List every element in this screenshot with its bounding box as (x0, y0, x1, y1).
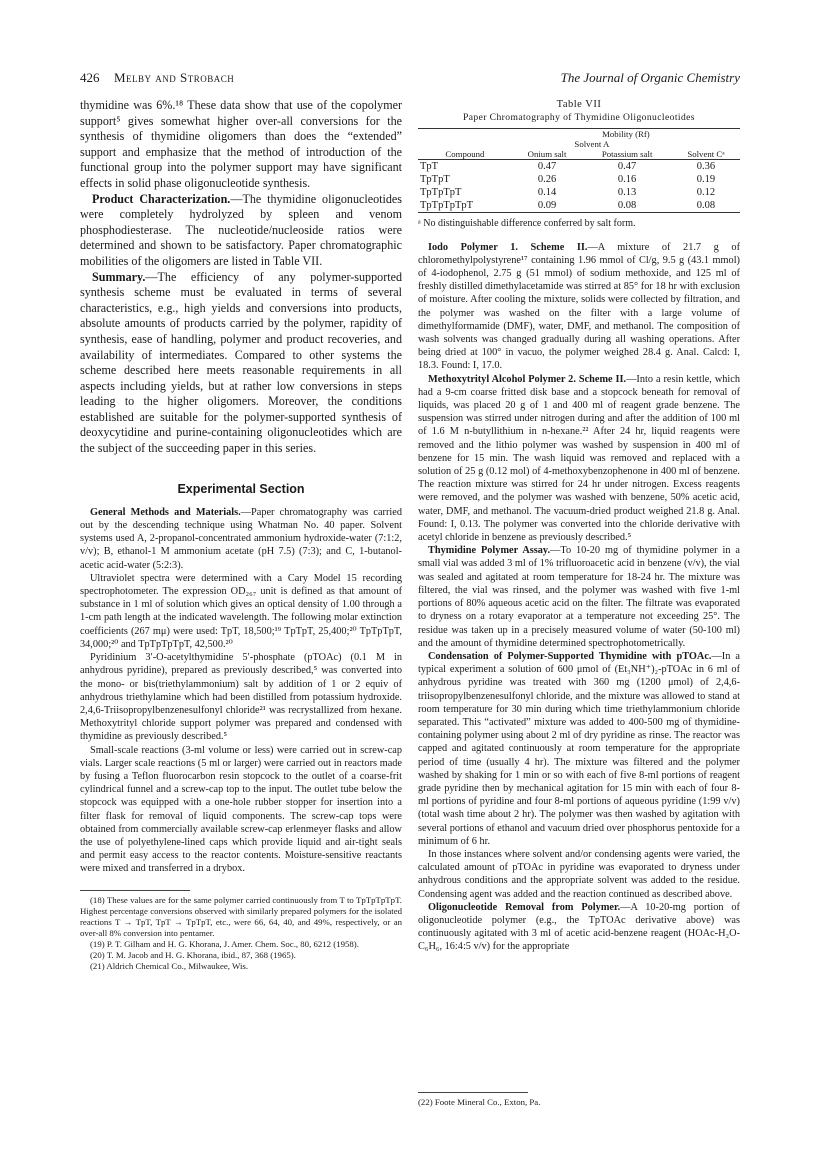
footnote: (21) Aldrich Chemical Co., Milwaukee, Wis. (90, 960, 249, 971)
paragraph-text: —A mixture of 21.7 g of chloromethylpolystyrene¹⁷ containing 1.96 mmol of Cl/g, 9.5 g (43.1 mmol) of 4-iodophenol, 2.75 g (51 mmol) of sodium methoxide, and 125 ml of freshly distilled dimethylacetamide was stirred at 85° for 18 hr with exclusion of moisture. After cooling the mixture, solids were collected by filtration, and the polymer was washed on the filter with a large volume of dimethylformamide (DMF), water, DMF, and methanol. The composition of wash solvents was changed gradually during all washing operations. After being dried at 100° in vacuo, the polymer weighed 28.4 g. Anal. Calcd: I, 18.3. Found: I, 17.0. (418, 241, 741, 372)
onium-cell: 0.14 (537, 187, 557, 199)
mobility-table (418, 128, 740, 213)
compound-cell: TpT (420, 161, 439, 173)
paragraph-heading: Oligonucleotide Removal from Polymer. (428, 901, 621, 913)
onium-cell: 0.26 (537, 174, 557, 186)
compound-cell: TpTpTpTpT (420, 200, 474, 212)
onium-cell: 0.47 (537, 161, 557, 173)
paragraph-text: —In a typical experiment a solution of 600 μmol of (Et₃NH⁺)₂-pTOAc in 6 ml of anhydrous pyridine was treated with 360 mg (1200 μmol) of 2,4,6-triisopropylbenzenesulfonyl chloride, and the mixture was allowed to stand at room temperature for 30 min during which time triethylammonium chloride separated. This “activated” mixture was added to 400-500 mg of thymidine-containing polymer using about 2 ml of dry pyridine as rinse. The reactor was capped and agitated continuously at room temperature for the appropriate period of time (usually 4 hr). The mixture was filtered and the polymer washed by shaking for 1 min or so with each of five 8-ml portions of reagent grade pyridine then by mechanical agitation for 15 min with each of four 8-ml portions of pyridine and four 8-ml portions of aqueous pyridine (1:99 v/v) (total wash time about 2 hr). The polymer was then washed by agitation with several portions of ethanol and vacuum dried over phosphorus pentoxide for a minimum of 6 hr. (418, 650, 740, 847)
footnote-divider (418, 1092, 528, 1093)
paragraph-heading: Condensation of Polymer-Supported Thymidine with pTOAc. (428, 650, 712, 662)
summary-paragraph (80, 270, 402, 457)
section-heading: Experimental Section (177, 481, 305, 496)
solvent-c-cell: 0.36 (696, 161, 716, 173)
table-row (418, 173, 740, 186)
solvent-c-header: Solvent Cᵃ (687, 149, 725, 160)
paragraph (418, 544, 740, 650)
footnotes (80, 895, 402, 972)
table-title: Table VII (556, 99, 602, 110)
paragraph-text: —The efficiency of any polymer-supported synthesis scheme must be evaluated in terms of several characteristics, e.g., high yields and conversions into products, absolute amounts of products carried by the polymer, rapidity of synthesis, ease of handling, polymer and product recoveries, and availability of intermediates. Compared to other systems the scheme described here meets reasonable requirements in all aspects including yields, but at rather low conversions in steps leading to the higher oligomers. Moreover, the conditions established are suitable for the polymer-supported synthesis of deoxycytidine and purine-containing oligonucleotides which are the subject of the succeeding paper in this series. (80, 269, 402, 456)
discussion-text (80, 98, 402, 457)
page-header (80, 70, 740, 90)
experimental-text-left (80, 506, 402, 876)
left-column (80, 98, 402, 972)
potassium-cell: 0.13 (617, 187, 637, 199)
paragraph-heading: Summary. (92, 269, 146, 284)
onium-header: Onium salt (527, 149, 567, 160)
solvent-c-cell: 0.12 (696, 187, 716, 199)
product-characterization-paragraph (80, 192, 402, 270)
mobility-header: Mobility (Rf) (602, 129, 650, 140)
table-footnote: ᵃ No distinguishable difference conferred by salt form. (418, 218, 636, 230)
potassium-cell: 0.16 (617, 174, 637, 186)
footnote: (18) These values are for the same polymer carried continuously from T to TpTpTpTpT. Highest percentage conversions observed with similarly prepared polymers for the isolated reactions T → TpT, TpT → TpTpT, etc., were 66, 64, 40, and 49%, respectively, or an over-all 8% conversion into pentamer. (80, 894, 402, 938)
table-subtitle: Paper Chromatography of Thymidine Oligonucleotides (463, 112, 695, 124)
onium-cell: 0.09 (537, 200, 557, 212)
paragraph-text: —Paper chromatography was carried out by the descending technique using Whatman No. 40 paper. Solvent systems used A, 2-propanol-concentrated ammonium hydroxide-water (7:1:2, v/v); B, ethanol-1 M ammonium acetate (pH 7.5) (7:3); and C, 1-butanol-acetic acid-water (5:2:3). (80, 506, 402, 571)
paragraph: Pyridinium 3′-O-acetylthymidine 5′-phosphate (pTOAc) (0.1 M in anhydrous pyridine), prepared as previously described,⁵ was converted into the mono- or bis(triethylammonium) salt by addition of 1 or 2 equiv of anhydrous triethylamine which had been distilled from potassium hydroxide. 2,4,6-Triisopropylbenzenesulfonyl chloride²¹ was recrystallized from hexane. Methoxytrityl chloride support polymer was prepared and condensed with thymidine as previously described.⁵ (80, 652, 402, 743)
paragraph-text: —Into a resin kettle, which had a 9-cm coarse fritted disk base and a stopcock beneath for removal of liquids, was placed 20 g of 1 and 400 ml of reagent grade benzene. The suspension was stirred under nitrogen during and after the addition of 100 ml of 1.6 M n-butyllithium in n-hexane.²² After 24 hr, liquid reagents were removed and the lithio polymer was washed by suspension in 400 ml of benzene for 15 min. The wash liquid was removed and replaced with a solution of 25 g (0.12 mol) of 4-methoxybenzophenone in 400 ml of benzene. The reaction mixture was stirred for 24 hr under nitrogen. Excess reagents were removed, and the polymer was washed with benzene, 50% acetic acid, water, DMF, and methanol. The vacuum-dried product weighed 21.8 g. Anal. Found: I, 0.13. The polymer was converted into the chloride derivative with acetyl chloride in benzene as previously described.⁵ (418, 373, 740, 544)
paragraph (418, 241, 740, 373)
intro-paragraph: thymidine was 6%.¹⁸ These data show that use of the copolymer support⁵ gives somewhat higher over-all conversions for the synthesis of thymidine oligomers than does the “extended” support and emphasize that the method of introduction of the functional group into the polymer support may have significant effects in solid phase oligonucleotide synthesis. (80, 98, 402, 190)
compound-header: Compound (445, 149, 485, 160)
paragraph-text: —To 10-20 mg of thymidine polymer in a small vial was added 3 ml of 1% trifluoroacetic acid in benzene (v/v), the vial was sealed and agitated at room temperature for 18-24 hr. The mixture was filtered, the vial was rinsed, and the polymer was washed with five 1-ml portions of 80% aqueous acetic acid on the filter. The filtrate was evaporated to dryness on a rotary evaporator at a temperature not exceeding 25°. The residue was taken up in a precisely measured volume of water (50-100 ml) and the amount of thymidine determined spectrophotometrically. (418, 545, 740, 649)
right-footnote-area (418, 1092, 740, 1108)
compound-cell: TpTpTpT (420, 187, 462, 199)
running-authors: Melby and Strobach (114, 70, 235, 85)
potassium-cell: 0.08 (617, 200, 637, 212)
paragraph-text: —The thymidine oligonucleotides were completely hydrolyzed by spleen and venom phosphodiesterase. The nucleotide/nucleoside ratios were determined and shown to be satisfactory. Paper chromatographic mobilities of the oligomers are listed in Table VII. (80, 191, 402, 268)
footnote: (19) P. T. Gilham and H. G. Khorana, J. Amer. Chem. Soc., 80, 6212 (1958). (90, 938, 359, 949)
experimental-text-right (418, 241, 740, 954)
page-number: 426 (80, 70, 100, 85)
paragraph: Ultraviolet spectra were determined with a Cary Model 15 recording spectrophotometer. The expression OD₂₆₇ unit is defined as that amount of substance in 1 ml of solution which gives an optical density of 1.00 through a 1-cm path length at the indicated wavelength. The following molar extinction coefficients (267 mμ) were used: TpT, 18,500;¹⁹ TpTpT, 25,400;²⁰ TpTpTpT, 34,000;²⁰ and TpTpTpTpT, 42,500.²⁰ (80, 572, 402, 650)
paragraph-heading: General Methods and Materials. (90, 506, 241, 518)
paragraph: Small-scale reactions (3-ml volume or less) were carried out in screw-cap vials. Larger scale reactions (5 ml or larger) were carried out in reactors made by fusing a Teflon fluorocarbon resin stopcock to the outlet of a coarse-frit cylindrical funnel and a screw-cap top to the input. The outlet tube below the stopcock was equipped with a one-hole rubber stopper for insertion into a filter flask for removal of liquid components. The screw-cap tops were obtained from commercially available screw-cap erlenmeyer flasks and allow the use of polyethylene-lined caps which provide liquid and air-tight seals and permit easy access to the reactor contents. Moisture-sensitive reactants were mixed and transferred in a drybox. (80, 744, 402, 875)
footnote-divider (80, 890, 190, 891)
paragraph (80, 506, 402, 572)
paragraph (418, 901, 740, 954)
paragraph-heading: Methoxytrityl Alcohol Polymer 2. Scheme II. (428, 373, 627, 385)
table-row (418, 199, 740, 213)
table-header-row (418, 139, 740, 149)
paragraph (418, 650, 740, 848)
compound-cell: TpTpT (420, 174, 450, 186)
table-row (418, 160, 740, 174)
solvent-c-cell: 0.08 (696, 200, 716, 212)
paragraph-heading: Product Characterization. (92, 191, 231, 206)
paragraph: In those instances where solvent and/or condensing agents were varied, the calculated amount of pTOAc in pyridine was evaporated to dryness under anhydrous conditions and the appropriate solvent was added to the residue. Condensing agent was added and the reaction continued as described above. (418, 848, 740, 900)
solvent-a-header: Solvent A (574, 139, 610, 150)
paragraph-heading: Thymidine Polymer Assay. (428, 545, 551, 557)
right-column (418, 98, 740, 954)
table-header-row (418, 149, 740, 160)
potassium-cell: 0.47 (617, 161, 637, 173)
paragraph-heading: Iodo Polymer 1. Scheme II. (428, 241, 588, 253)
footnote: (20) T. M. Jacob and H. G. Khorana, ibid., 87, 368 (1965). (90, 949, 296, 960)
footnote: (22) Foote Mineral Co., Exton, Pa. (418, 1097, 541, 1107)
journal-name: The Journal of Organic Chemistry (560, 70, 740, 85)
solvent-c-cell: 0.19 (696, 174, 716, 186)
potassium-header: Potassium salt (601, 149, 653, 160)
table-header-row (418, 129, 740, 140)
paragraph-text: —A 10-20-mg portion of oligonucleotide polymer (e.g., the TpTOAc derivative above) was continuously agitated with 3 ml of acetic acid-benzene reagent (HOAc-H₂O-C₆H₆, 16:4:5 v/v) for the appropriate (418, 901, 740, 953)
table-row (418, 186, 740, 199)
paragraph (418, 373, 740, 545)
